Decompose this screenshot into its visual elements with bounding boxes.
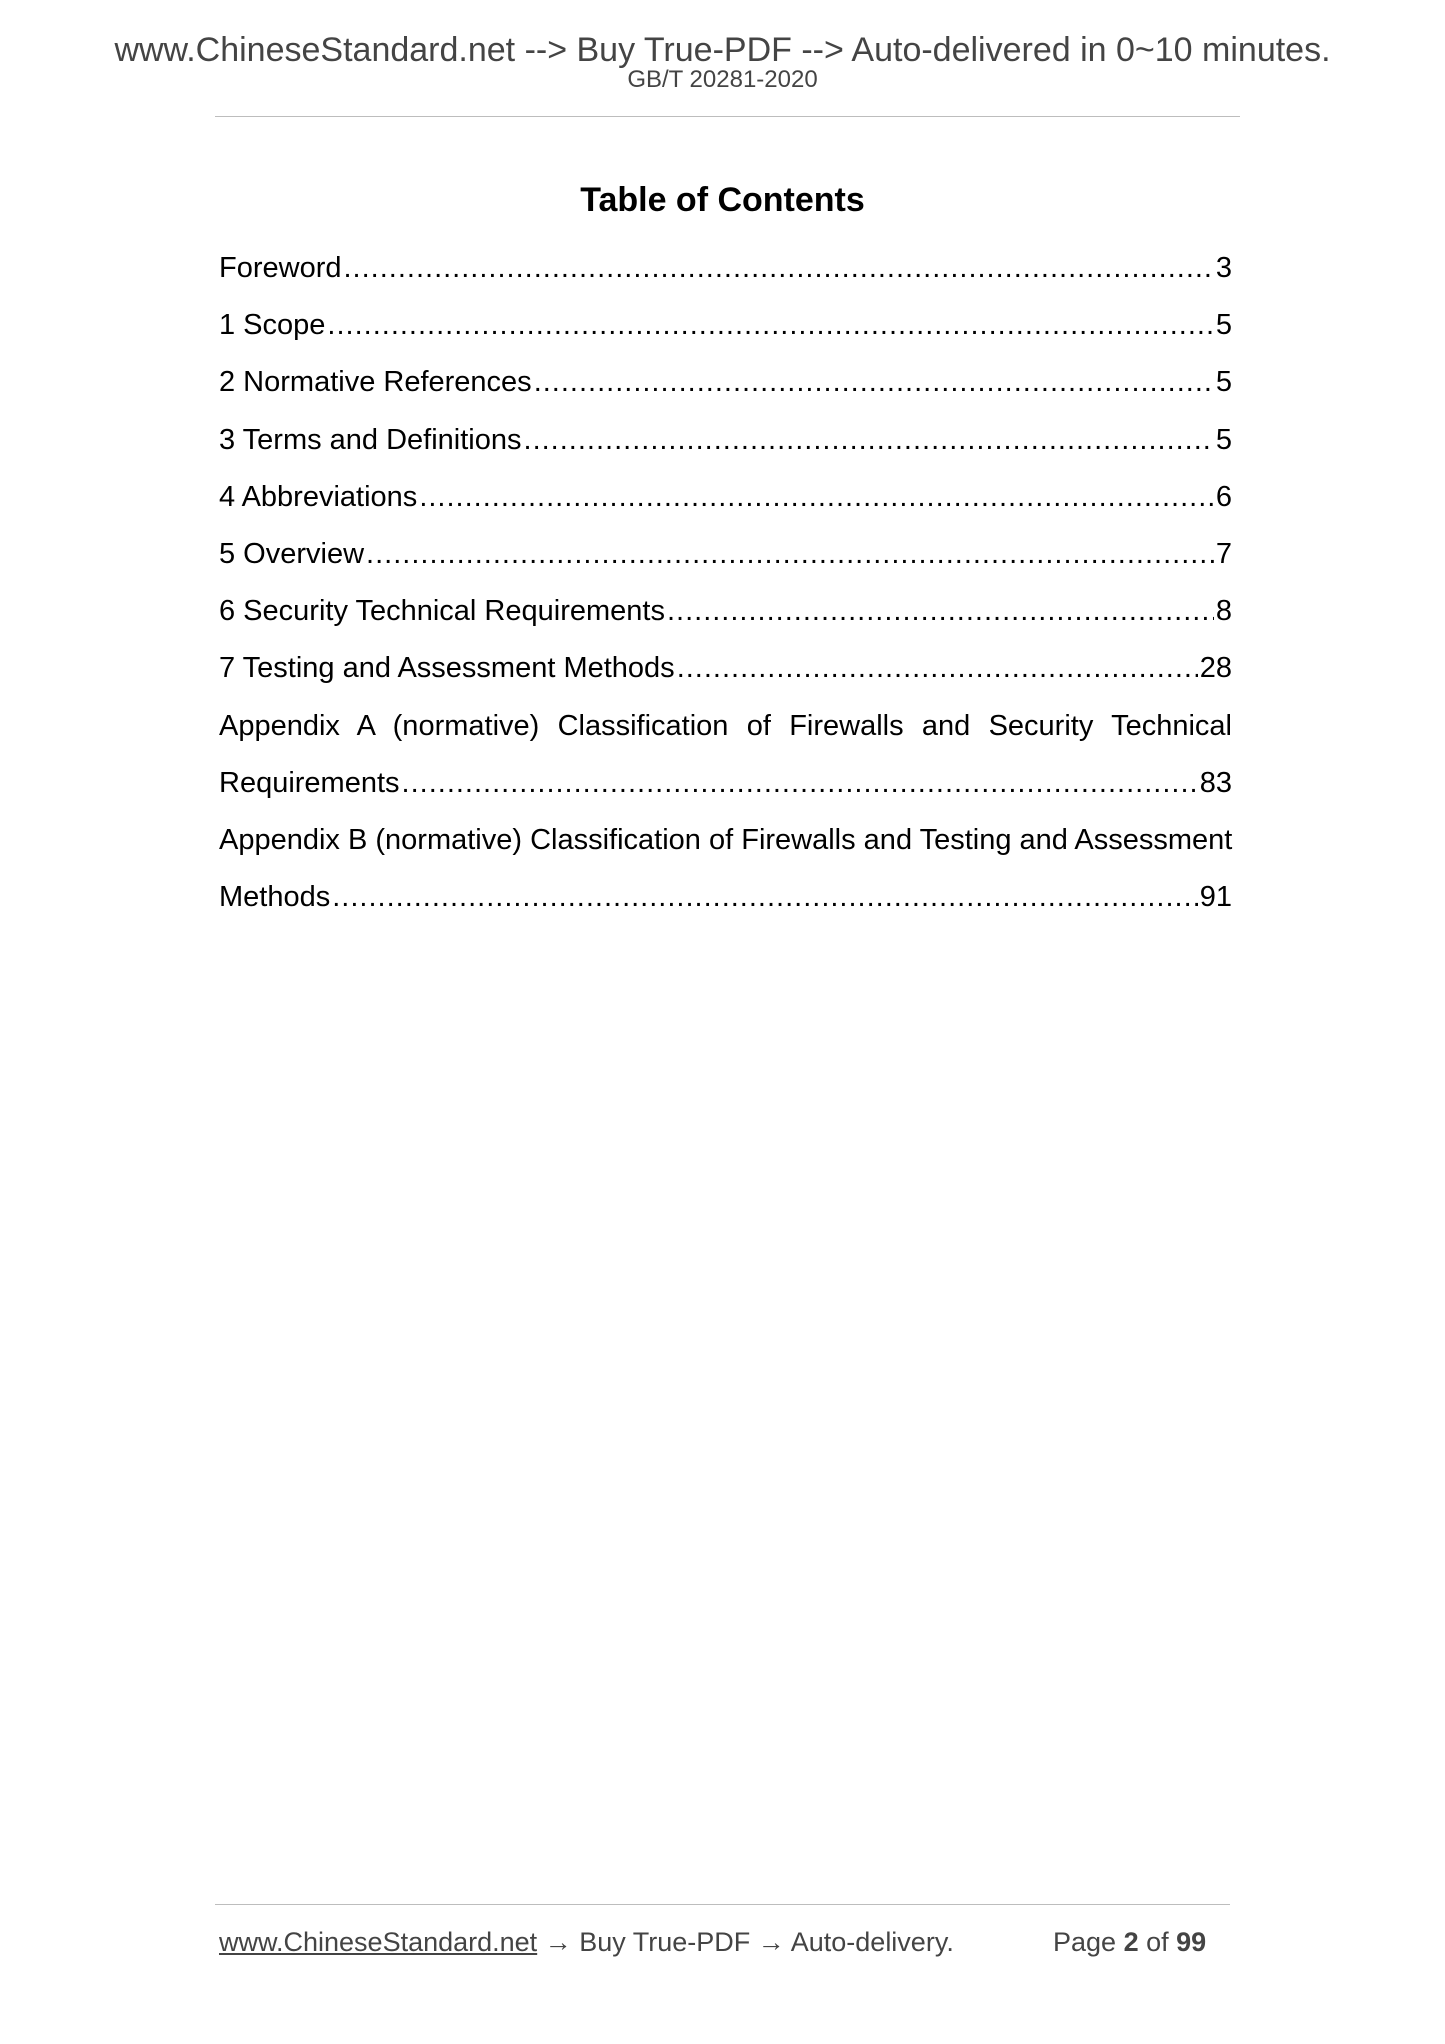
toc-entry-label: 1 Scope: [219, 309, 326, 342]
toc-entry-page: 83: [1199, 766, 1232, 799]
toc-entry-page: 5: [1215, 309, 1232, 342]
toc-entry-label: 4 Abbreviations: [219, 480, 418, 513]
toc-entry-scope[interactable]: [219, 297, 1232, 354]
toc-entry-security-technical-requirements[interactable]: [219, 583, 1232, 640]
dot-leader: [667, 583, 1214, 640]
dot-leader: [677, 640, 1198, 697]
document-code: GB/T 20281-2020: [627, 66, 818, 93]
toc-entry-page: 5: [1215, 423, 1232, 456]
page-indicator: [1053, 1925, 1206, 1959]
toc-entry-label: Methods: [219, 881, 331, 914]
toc-entry-appendix-b-line1[interactable]: Appendix B (normative) Classification of Firewalls and Testing and Assessment: [219, 823, 1233, 856]
footer-promo-text: → Buy True-PDF → Auto-delivery.: [537, 1927, 954, 1957]
toc-entry-terms-and-definitions[interactable]: [219, 412, 1232, 469]
toc-entry-testing-and-assessment-methods[interactable]: [219, 640, 1232, 697]
dot-leader: [402, 755, 1198, 812]
dot-leader: [327, 297, 1213, 354]
toc-entry-label: 5 Overview: [219, 537, 365, 570]
toc-entry-label: Requirements: [219, 766, 400, 799]
of-label: of: [1138, 1927, 1177, 1957]
toc-entry-label: 3 Terms and Definitions: [219, 423, 522, 456]
dot-leader: [534, 354, 1214, 411]
footer-promo: [219, 1925, 954, 1959]
toc-entry-label: 7 Testing and Assessment Methods: [219, 652, 675, 685]
toc-entry-page: 6: [1215, 480, 1232, 513]
toc-entry-normative-references[interactable]: [219, 354, 1232, 411]
toc-entry-appendix-b[interactable]: [219, 869, 1232, 926]
toc-entry-label: 6 Security Technical Requirements: [219, 595, 665, 628]
toc-entry-page: 7: [1215, 537, 1232, 570]
toc-entry-abbreviations[interactable]: [219, 469, 1232, 526]
toc-entry-label: Foreword: [219, 252, 342, 284]
dot-leader: [366, 526, 1214, 583]
toc-entry-page: 91: [1199, 881, 1232, 914]
total-page-count: 99: [1176, 1927, 1207, 1957]
toc-entry-page: 28: [1199, 652, 1232, 685]
toc-entry-label: 2 Normative References: [219, 366, 532, 399]
dot-leader: [524, 412, 1214, 469]
current-page-number: 2: [1123, 1927, 1139, 1957]
toc-entry-page: 8: [1215, 595, 1232, 628]
dot-leader: [332, 869, 1198, 926]
toc-entry-overview[interactable]: [219, 526, 1232, 583]
toc-title: Table of Contents: [580, 181, 865, 219]
toc-entry-page: 5: [1215, 366, 1232, 399]
toc-entry-appendix-a-line1[interactable]: Appendix A (normative) Classification of Firewalls and Security Technical: [219, 709, 1232, 742]
toc-entry-page: 3: [1215, 252, 1232, 284]
dot-leader: [344, 240, 1214, 297]
toc-entry-foreword[interactable]: [219, 240, 1232, 297]
top-banner: www.ChineseStandard.net --> Buy True-PDF --> Auto-delivered in 0~10 minutes.: [114, 31, 1331, 69]
footer-divider: [215, 1904, 1230, 1905]
dot-leader: [419, 469, 1214, 526]
page-label: Page: [1053, 1927, 1124, 1957]
header-divider: [215, 116, 1240, 117]
footer-site-link[interactable]: www.ChineseStandard.net: [219, 1927, 538, 1957]
toc-entry-appendix-a[interactable]: [219, 755, 1232, 812]
table-of-contents: [219, 240, 1232, 926]
